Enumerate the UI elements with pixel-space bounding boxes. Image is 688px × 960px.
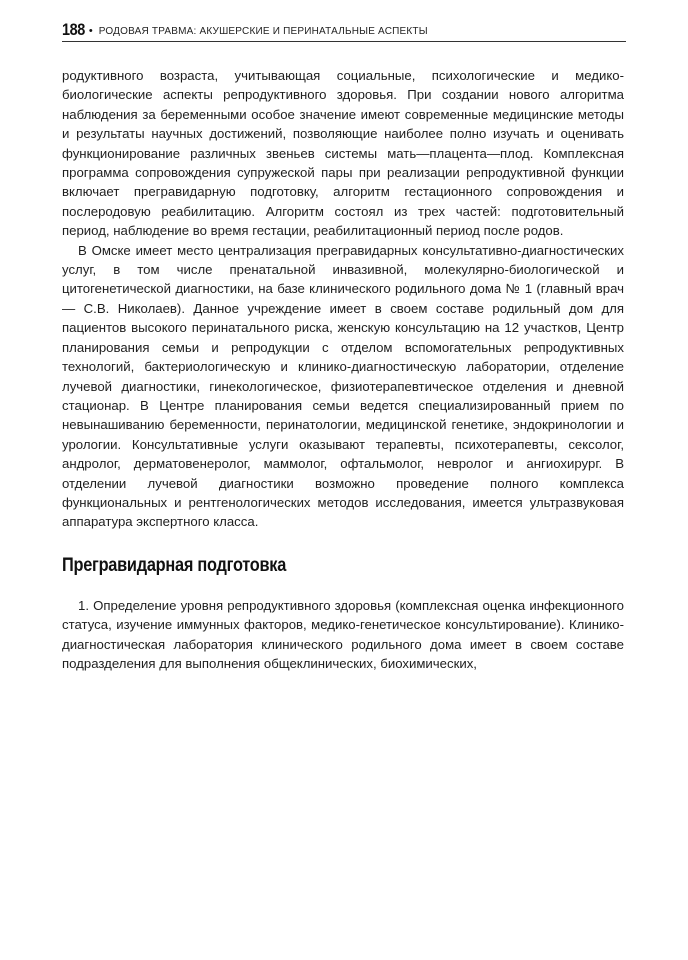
header-bullet: • bbox=[88, 25, 93, 37]
section-heading: Прегравидарная подготовка bbox=[62, 554, 287, 576]
running-header bbox=[62, 18, 622, 40]
paragraph-omsk-centralization: В Омске имеет место централизация прегравидарных консультативно-диагностических услуг, в том числе пренатальной инвазивной, молекулярно-биологической и цитогенетической диагностики, на базе клинического родильного дома № 1 (главный врач — С.В. Николаев). Данное учреждение имеет в своем составе родильный дом для пациентов высокого перинатального риска, женскую консультацию на 12 участков, Центр планирования семьи и репродукции с отделом вспомогательных репродуктивных технологий, бактериологическую и клинико-диагностическую лаборатории, отделение лучевой диагностики, гинекологическое, физиотерапевтическое отделения и дневной стационар. В Центре планирования семьи ведется специализированный прием по невынашиванию беременности, перинатологии, медицинской генетике, эндокринологии и урологии. Консультативные услуги оказывают терапевты, психотерапевты, сексолог, андролог, дерматовенеролог, маммолог, офтальмолог, невролог и ангиохирург. В отделении лучевой диагностики возможно проведение полного комплекса функциональных и рентгенологических методов исследования, имеется ультразвуковая аппаратура экспертного класса. bbox=[62, 242, 624, 530]
paragraph-list-item-1: 1. Определение уровня репродуктивного здоровья (комплексная оценка инфекционного статуса, изучение иммунных факторов, медико-генетическое консультирование). Клинико-диагностическая лаборатория клинического родильного дома имеет в своем составе подразделения для выполнения общеклинических, биохимических, bbox=[62, 597, 624, 671]
page-number: 188 bbox=[62, 20, 85, 39]
running-title: РОДОВАЯ ТРАВМА: АКУШЕРСКИЕ И ПЕРИНАТАЛЬНЫЕ АСПЕКТЫ bbox=[98, 26, 428, 37]
header-divider bbox=[62, 41, 626, 42]
paragraph-continuation: родуктивного возраста, учитывающая социальные, психологические и медико-биологические аспекты репродуктивного здоровья. При создании нового алгоритма наблюдения за беременными особое значение имеют современные медицинские методы и результаты научных достижений, позволяющие наиболее полно изучать и оценивать функционирование различных звеньев системы мать—плацента—плод. Комплексная программа сопровождения супружеской пары при реализации репродуктивной функции включает прегравидарную подготовку, алгоритм гестационного сопровождения и послеродовую реабилитацию. Алгоритм состоял из трех частей: подготовительный период, наблюдение во время гестации, реабилитационный период после родов. bbox=[62, 68, 624, 239]
page-body bbox=[62, 66, 624, 673]
